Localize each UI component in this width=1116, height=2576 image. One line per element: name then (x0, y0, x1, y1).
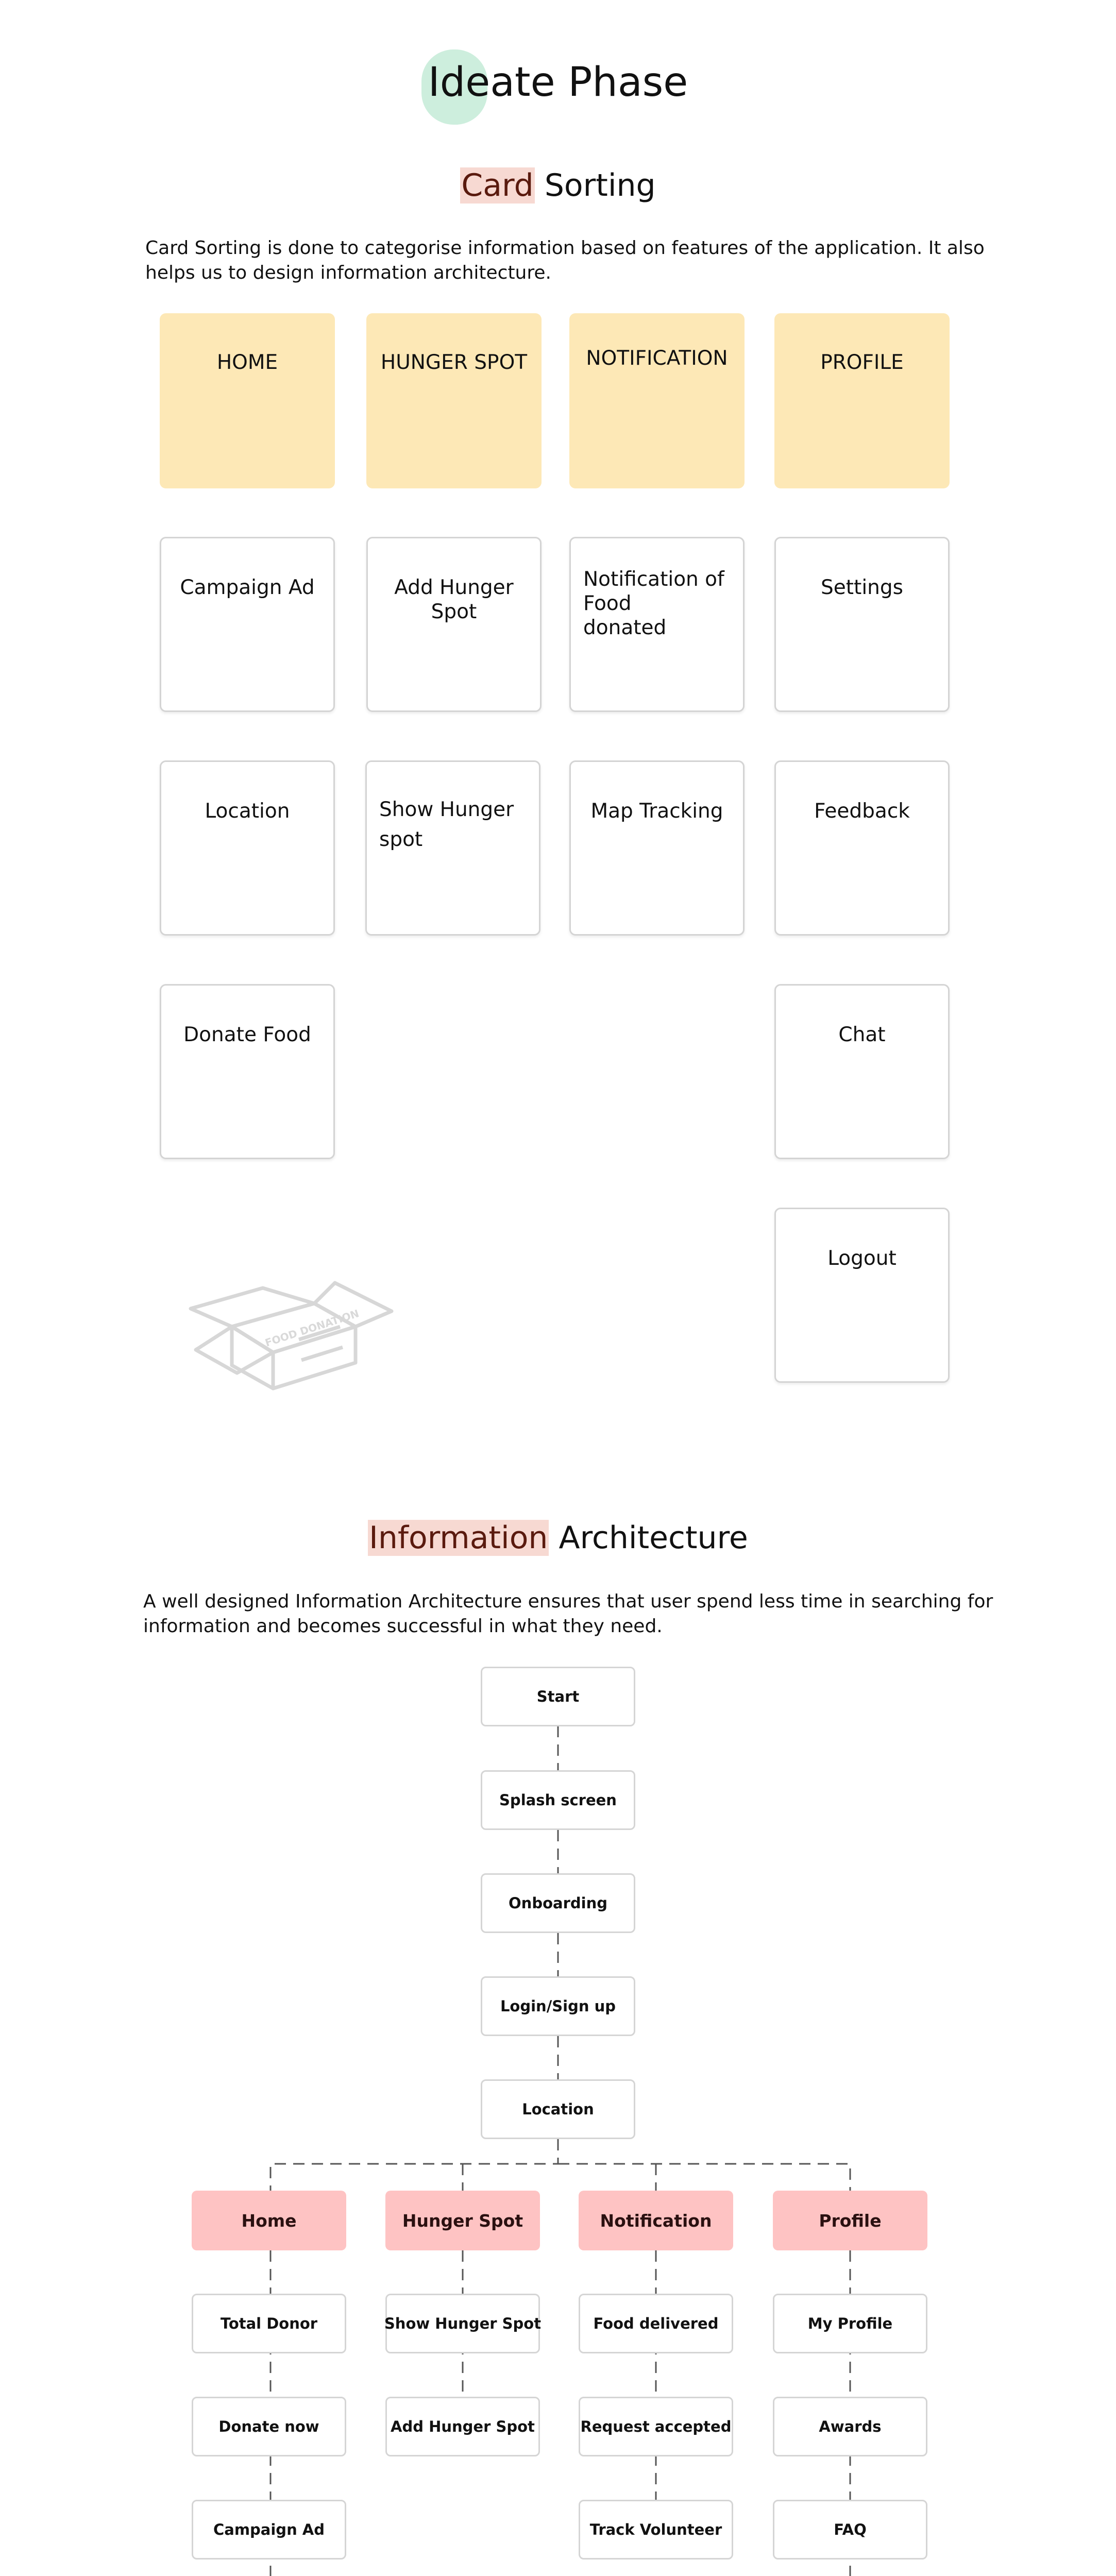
ia-node-track-volunteer: Track Volunteer (579, 2500, 733, 2560)
card-sorting-title-rest: Sorting (534, 167, 656, 204)
card-sorting-title-highlight: Card (461, 167, 534, 204)
page-title: Ideate Phase (428, 59, 688, 106)
ia-node-awards: Awards (773, 2397, 927, 2456)
card-label: Map Tracking (590, 800, 723, 823)
card-label-line: Show Hunger (379, 798, 514, 821)
ia-node-add-hunger-spot: Add Hunger Spot (385, 2397, 540, 2456)
card-header-label: HOME (216, 351, 278, 374)
connector (558, 2164, 850, 2191)
ia-node-donate-now: Donate now (192, 2397, 346, 2456)
ia-node-onboarding: Onboarding (481, 1873, 635, 1933)
ia-category-hunger-spot: Hunger Spot (385, 2191, 540, 2250)
card-label: Donate Food (183, 1023, 311, 1046)
ia-node-splash: Splash screen (481, 1770, 635, 1830)
card-label: Chat (838, 1023, 886, 1046)
ia-node-request-accepted: Request accepted (579, 2397, 733, 2456)
ia-title-highlight: Information (369, 1520, 548, 1556)
ia-category-home: Home (192, 2191, 346, 2250)
ia-node-show-hunger-spot: Show Hunger Spot (385, 2294, 540, 2353)
ia-node-campaign-ad: Campaign Ad (192, 2500, 346, 2560)
ia-description-line: information and becomes successful in what they need. (143, 1616, 663, 1637)
card-label: Logout (827, 1247, 897, 1270)
ia-title-rest: Architecture (549, 1520, 748, 1556)
card-label: Settings (821, 576, 903, 599)
ia-description-line: A well designed Information Architecture ensures that user spend less time in searching for (143, 1591, 993, 1612)
ia-node-total-donor: Total Donor (192, 2294, 346, 2353)
card-label: Campaign Ad (180, 576, 315, 599)
ia-node-start: Start (481, 1667, 635, 1726)
card-header-label: HUNGER SPOT (380, 351, 528, 374)
connector (270, 2139, 558, 2191)
card-sorting-description-line: Card Sorting is done to categorise information based on features of the application. It also (145, 238, 985, 259)
card-header-label: PROFILE (820, 351, 904, 374)
ia-node-food-delivered: Food delivered (579, 2294, 733, 2353)
ia-node-faq: FAQ (773, 2500, 927, 2560)
ia-node-location: Location (481, 2079, 635, 2139)
card-sorting-description-line: helps us to design information architecture. (145, 262, 551, 283)
card-label-line: spot (379, 828, 423, 851)
ia-category-notification: Notification (579, 2191, 733, 2250)
card-label: Location (205, 800, 290, 823)
box-label: FOOD DONATION (263, 1307, 361, 1349)
ia-category-profile: Profile (773, 2191, 927, 2250)
card-label-line: Food (583, 592, 632, 615)
ia-node-login: Login/Sign up (481, 1976, 635, 2036)
card-label: Feedback (814, 800, 910, 823)
card-label-line: Notification of (583, 568, 724, 591)
card-label-line: donated (583, 616, 667, 639)
ia-node-my-profile: My Profile (773, 2294, 927, 2353)
card-label: Add Hunger Spot (394, 576, 514, 623)
card-header-label: NOTIFICATION (586, 347, 728, 370)
